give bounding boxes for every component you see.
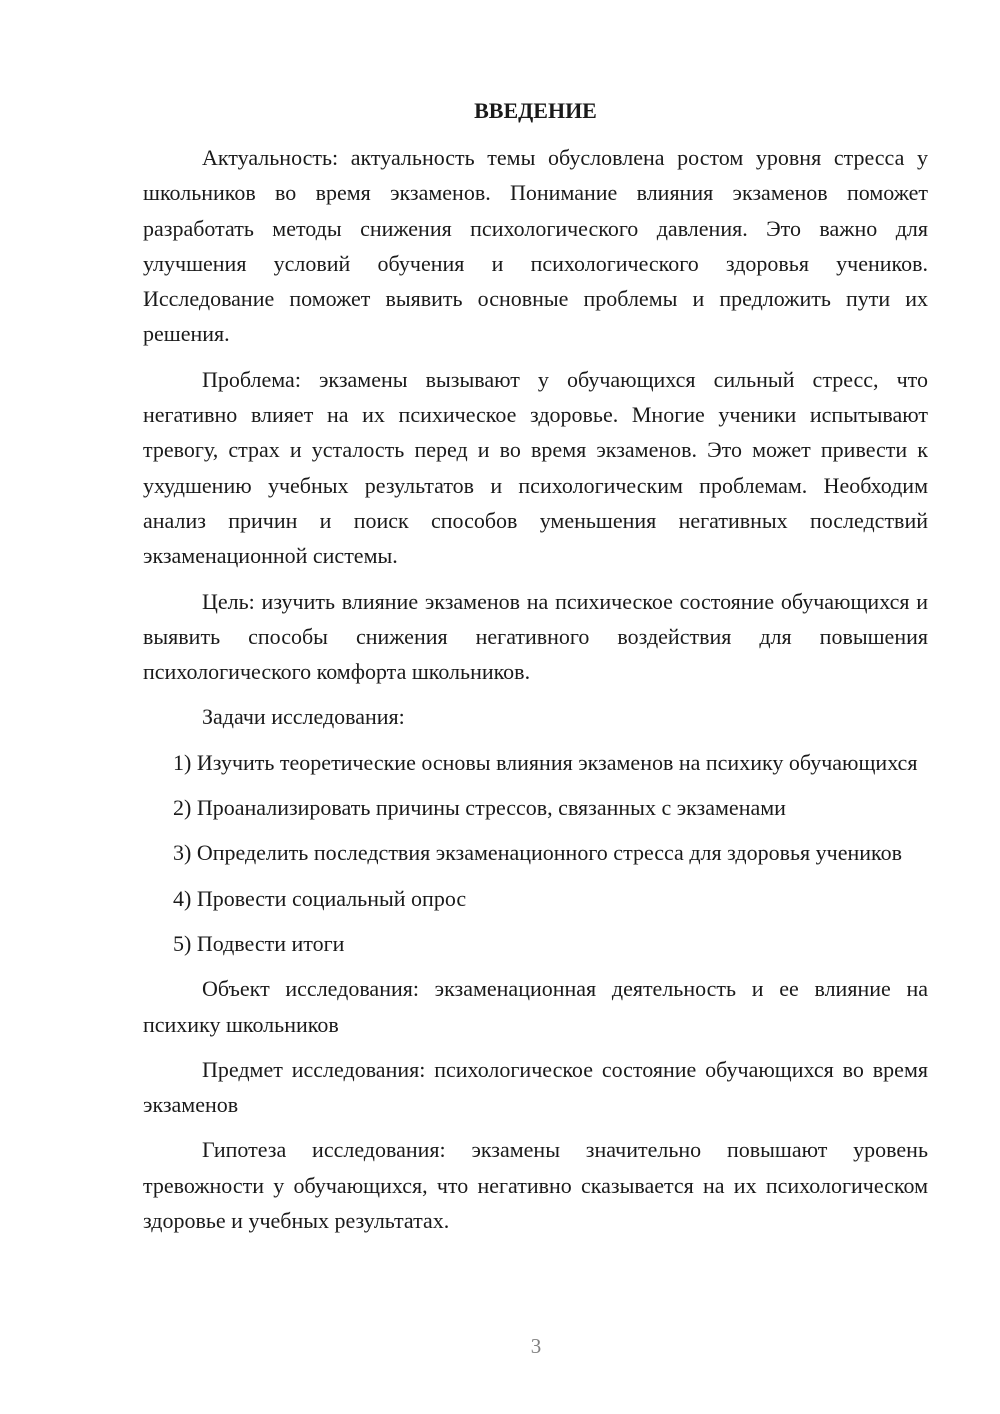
paragraph-tasks-heading: Задачи исследования:	[202, 704, 405, 730]
task-item-5: 5) Подвести итоги	[173, 930, 345, 956]
task-item-4: 4) Провести социальный опрос	[173, 885, 467, 911]
page-number: 3	[530, 1334, 542, 1358]
section-title: ВВЕДЕНИЕ	[474, 98, 597, 123]
task-item-1: 1) Изучить теоретические основы влияния экзаменов на психику обучающихся	[173, 749, 918, 775]
paragraph-subject: Предмет исследования: психологическое состояние обучающихся во время экзаменов	[143, 1056, 928, 1118]
paragraph-problem: Проблема: экзамены вызывают у обучающихся сильный стресс, что негативно влияет на их психическое здоровье. Многие ученики испытывают тревогу, страх и усталость перед и во время экзаменов. Это может привести к ухудшению учебных результатов и психологическим проблемам. Необходим анализ причин и поиск способов уменьшения негативных последствий экзаменационной системы.	[143, 366, 928, 569]
paragraph-object: Объект исследования: экзаменационная деятельность и ее влияние на психику школьников	[143, 976, 928, 1037]
paragraph-relevance: Актуальность: актуальность темы обусловлена ростом уровня стресса у школьников во время экзаменов. Понимание влияния экзаменов поможет разработать методы снижения психологического давления. Это важно для улучшения условий обучения и психологического здоровья учеников. Исследование поможет выявить основные проблемы и предложить пути их решения.	[143, 145, 928, 347]
task-item-3: 3) Определить последствия экзаменационного стресса для здоровья учеников	[173, 840, 902, 866]
document-page	[143, 96, 928, 1238]
task-item-2: 2) Проанализировать причины стрессов, связанных с экзаменами	[173, 795, 786, 821]
paragraph-hypothesis: Гипотеза исследования: экзамены значительно повышают уровень тревожности у обучающихся, что негативно сказывается на их психологическом здоровье и учебных результатах.	[143, 1137, 928, 1234]
paragraph-goal: Цель: изучить влияние экзаменов на психическое состояние обучающихся и выявить способы снижения негативного воздействия для повышения психологического комфорта школьников.	[143, 588, 928, 685]
